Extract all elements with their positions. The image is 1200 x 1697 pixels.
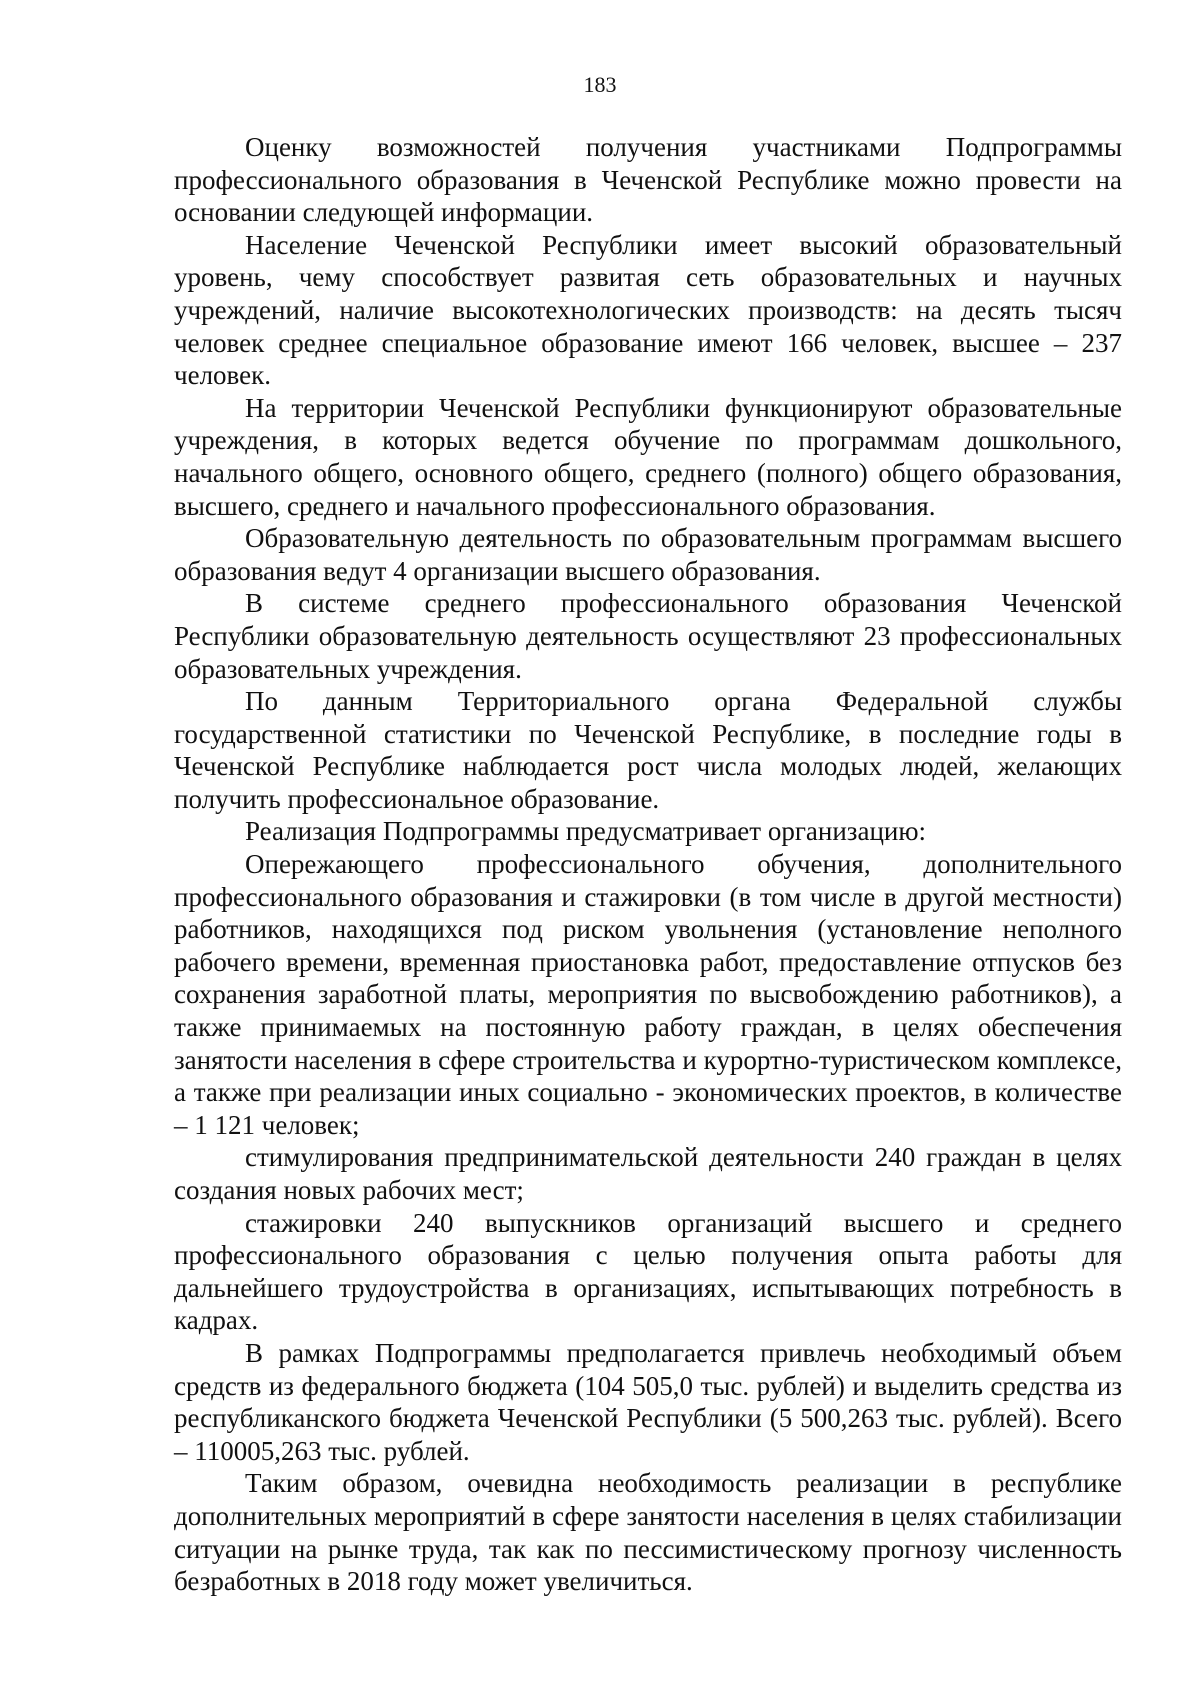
paragraph-assessment: Оценку возможностей получения участниками Подпрограммы профессионального образования в Чеченской Республике можно провести на основании следующей информации. xyxy=(174,132,1122,228)
paragraph-program-provides: Реализация Подпрограммы предусматривает организацию: xyxy=(245,816,927,847)
document-body xyxy=(174,131,1122,1598)
paragraph-secondary-vocational: В системе среднего профессионального образования Чеченской Республики образовательную деятельность осуществляют 23 профессиональных образовательных учреждения. xyxy=(174,588,1122,684)
paragraph-advance-training: Опережающего профессионального обучения, дополнительного профессионального образования и стажировки (в том числе в другой местности) работников, находящихся под риском увольнения (установление неполного рабочего времени, временная приостановка работ, предоставление отпусков без сохранения заработной платы, мероприятия по высвобождению работников), а также принимаемых на постоянную работу граждан, в целях обеспечения занятости населения в сфере строительства и курортно-туристическом комплексе, а также при реализации иных социально - экономических проектов, в количестве – 1 121 человек; xyxy=(174,849,1122,1140)
page-number: 183 xyxy=(583,72,617,97)
paragraph-higher-education: Образовательную деятельность по образовательным программам высшего образования ведут 4 организации высшего образования. xyxy=(174,523,1122,586)
paragraph-entrepreneurship: стимулирования предпринимательской деятельности 240 граждан в целях создания новых рабочих мест; xyxy=(174,1142,1122,1205)
paragraph-statistics: По данным Территориального органа Федеральной службы государственной статистики по Чеченской Республике, в последние годы в Чеченской Республике наблюдается рост числа молодых людей, желающих получить профессиональное образование. xyxy=(174,686,1122,814)
paragraph-internships: стажировки 240 выпускников организаций высшего и среднего профессионального образования с целью получения опыта работы для дальнейшего трудоустройства в организациях, испытывающих потребность в кадрах. xyxy=(174,1207,1122,1336)
paragraph-education-level: Население Чеченской Республики имеет высокий образовательный уровень, чему способствует развитая сеть образовательных и научных учреждений, наличие высокотехнологических производств: на десять тысяч человек среднее специальное образование имеют 166 человек, высшее – 237 человек. xyxy=(174,229,1122,391)
paragraph-funding: В рамках Подпрограммы предполагается привлечь необходимый объем средств из федерального бюджета (104 505,0 тыс. рублей) и выделить средства из республиканского бюджета Чеченской Республики (5 500,263 тыс. рублей). Всего – 110005,263 тыс. рублей. xyxy=(174,1337,1122,1466)
paragraph-conclusion: Таким образом, очевидна необходимость реализации в республике дополнительных мероприятий в сфере занятости населения в целях стабилизации ситуации на рынке труда, так как по пессимистическому прогнозу численность безработных в 2018 году может увеличиться. xyxy=(174,1468,1122,1597)
paragraph-institutions: На территории Чеченской Республики функционируют образовательные учреждения, в которых ведется обучение по программам дошкольного, начального общего, основного общего, среднего (полного) общего образования, высшего, среднего и начального профессионального образования. xyxy=(174,392,1122,521)
